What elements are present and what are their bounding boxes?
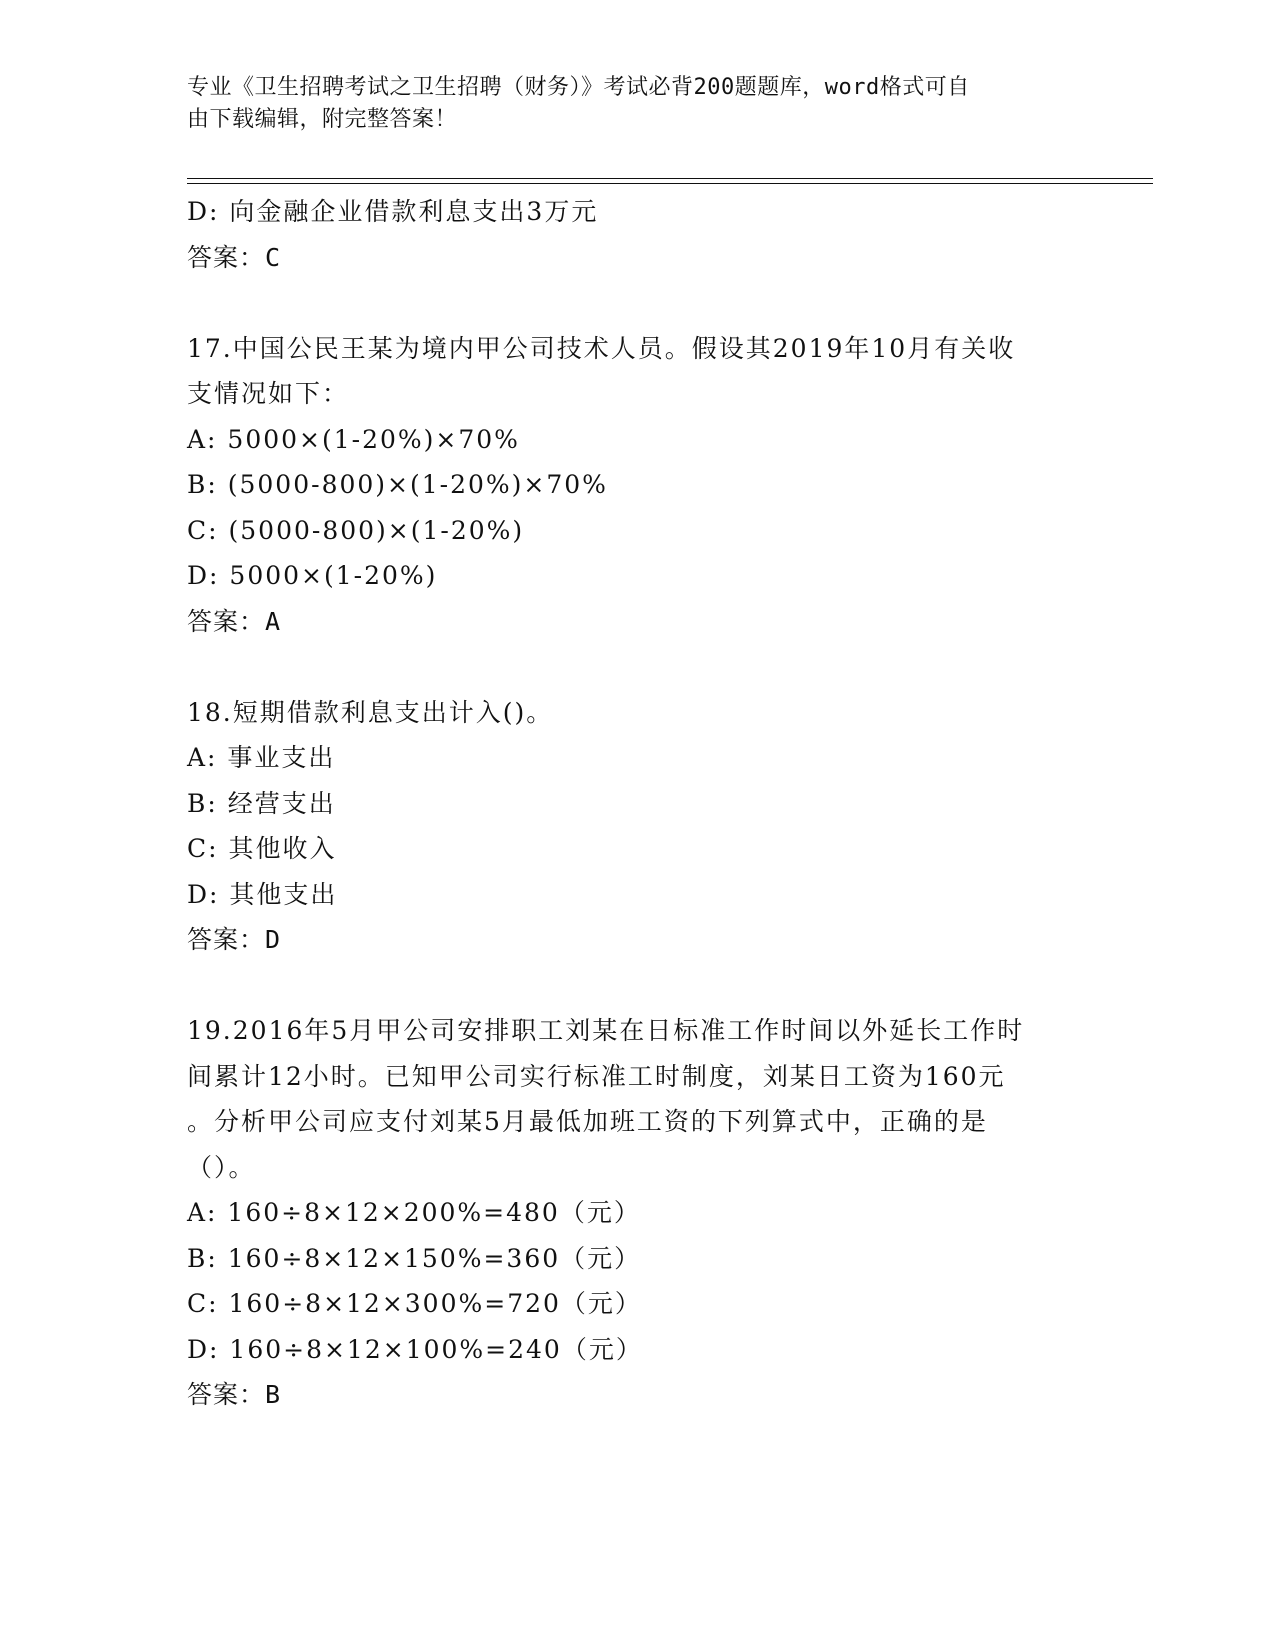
question-stem-line: 。分析甲公司应支付刘某5月最低加班工资的下列算式中，正确的是 xyxy=(187,1107,988,1136)
option-d: D: 其他支出 xyxy=(187,879,338,909)
answer-line: 答案：D xyxy=(187,925,282,954)
spacer xyxy=(187,644,1087,690)
option-d: D: 5000×(1-20%) xyxy=(187,561,438,590)
question-stem-line: 19.2016年5月甲公司安排职工刘某在日标准工作时间以外延长工作时 xyxy=(187,1016,1025,1045)
option-a: A: 事业支出 xyxy=(187,743,336,772)
option-c: C: (5000-800)×(1-20%) xyxy=(187,515,525,545)
option-d: D: 160÷8×12×100%=240（元） xyxy=(187,1334,643,1364)
question-stem-line: 18.短期借款利息支出计入()。 xyxy=(187,697,554,727)
question-19 xyxy=(187,1008,1087,1418)
option-c: C: 其他收入 xyxy=(187,834,337,863)
spacer xyxy=(187,963,1087,1009)
header-title-line-1: 专业《卫生招聘考试之卫生招聘（财务）》考试必背200题题库，word格式可自 xyxy=(187,75,970,100)
question-stem-line: 17.中国公民王某为境内甲公司技术人员。假设其2019年10月有关收 xyxy=(187,333,1016,363)
question-stem-line: 间累计12小时。已知甲公司实行标准工时制度，刘某日工资为160元 xyxy=(187,1061,1006,1091)
option-b: B: 160÷8×12×150%=360（元） xyxy=(187,1243,642,1273)
option-c: C: 160÷8×12×300%=720（元） xyxy=(187,1289,642,1318)
question-17 xyxy=(187,326,1087,645)
answer-line: 答案：A xyxy=(187,606,282,636)
answer-line: 答案：C xyxy=(187,242,282,272)
question-16-tail xyxy=(187,189,1087,280)
answer-line: 答案：B xyxy=(187,1380,282,1409)
question-list xyxy=(187,189,1087,1418)
question-stem-line: （）。 xyxy=(187,1152,256,1182)
option-b: B: (5000-800)×(1-20%)×70% xyxy=(187,470,608,499)
header-title-line-2: 由下载编辑，附完整答案！ xyxy=(187,107,458,132)
option-b: B: 经营支出 xyxy=(187,788,336,818)
question-stem-line: 支情况如下： xyxy=(187,379,350,408)
option-a: A: 160÷8×12×200%=480（元） xyxy=(187,1198,641,1227)
option-d: D: 向金融企业借款利息支出3万元 xyxy=(187,197,599,226)
header-divider-top xyxy=(187,178,1153,179)
header-divider-bottom xyxy=(187,183,1153,184)
spacer xyxy=(187,280,1087,326)
document-header xyxy=(187,72,1067,136)
question-18 xyxy=(187,690,1087,963)
option-a: A: 5000×(1-20%)×70% xyxy=(187,424,520,454)
